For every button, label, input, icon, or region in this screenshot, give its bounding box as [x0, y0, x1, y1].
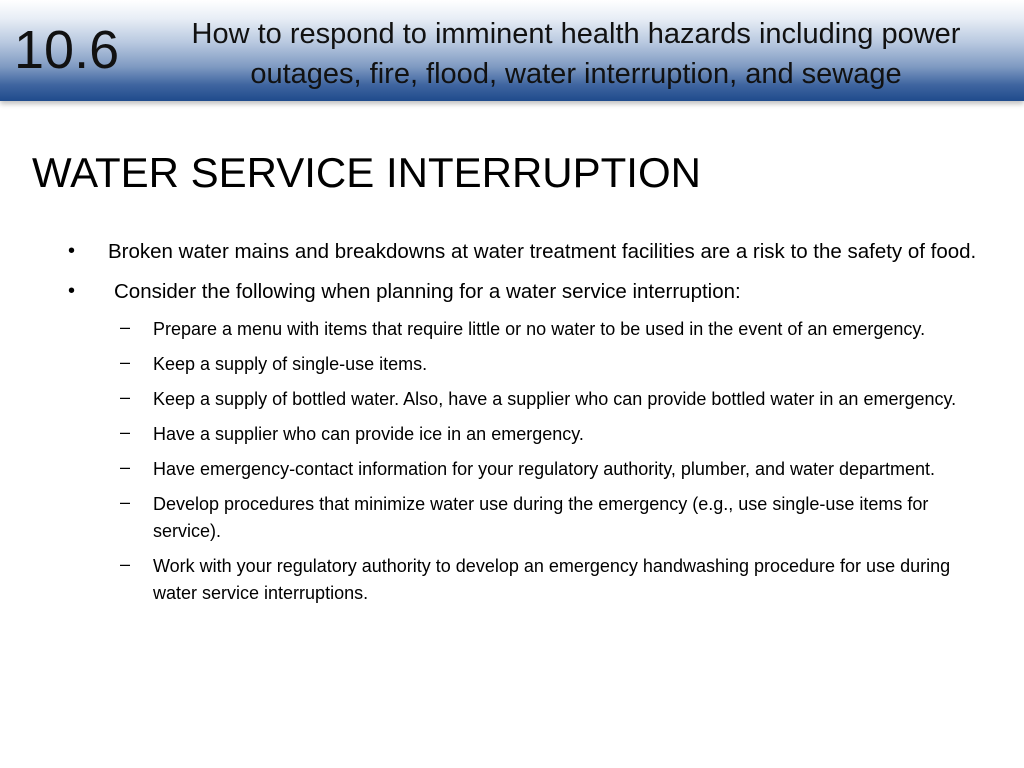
sub-bullet-text: Work with your regulatory authority to develop an emergency handwashing procedure for use during water service interruptions. — [153, 556, 951, 603]
header-banner — [0, 0, 1024, 101]
bullet-text: Consider the following when planning for a water service interruption: — [114, 280, 741, 303]
sub-bullet-item — [120, 421, 973, 448]
section-number: 10.6 — [14, 20, 120, 80]
bullet-item — [68, 276, 978, 307]
dash-marker: – — [120, 457, 131, 477]
sub-bullet-item — [120, 386, 973, 413]
bullet-marker: • — [68, 240, 76, 262]
dash-marker: – — [120, 492, 131, 512]
sub-bullet-text: Prepare a menu with items that require little or no water to be used in the event of an emergency. — [153, 319, 926, 339]
slide-title: How to respond to imminent health hazards including power outages, fire, flood, water interruption, and sewage — [191, 18, 961, 90]
sub-bullet-text: Keep a supply of single-use items. — [153, 354, 428, 374]
dash-marker: – — [120, 554, 131, 574]
dash-marker: – — [120, 387, 131, 407]
bullet-marker: • — [68, 280, 76, 302]
sub-bullet-text: Have emergency-contact information for your regulatory authority, plumber, and water department. — [153, 459, 936, 479]
section-heading: WATER SERVICE INTERRUPTION — [32, 149, 701, 196]
sub-bullet-item — [120, 491, 973, 545]
sub-bullet-item — [120, 351, 973, 378]
sub-bullet-text: Develop procedures that minimize water use during the emergency (e.g., use single-use items for service). — [153, 494, 929, 541]
sub-bullet-text: Have a supplier who can provide ice in an emergency. — [153, 424, 584, 444]
dash-marker: – — [120, 352, 131, 372]
bullet-item — [68, 236, 978, 267]
dash-marker: – — [120, 317, 131, 337]
sub-bullet-text: Keep a supply of bottled water. Also, have a supplier who can provide bottled water in an emergency. — [153, 389, 957, 409]
sub-bullet-item — [120, 316, 973, 343]
bullet-text: Broken water mains and breakdowns at water treatment facilities are a risk to the safety of food. — [108, 240, 977, 263]
dash-marker: – — [120, 422, 131, 442]
bullet-list — [0, 236, 1024, 615]
sub-bullet-item — [120, 553, 973, 607]
sub-bullet-item — [120, 456, 973, 483]
